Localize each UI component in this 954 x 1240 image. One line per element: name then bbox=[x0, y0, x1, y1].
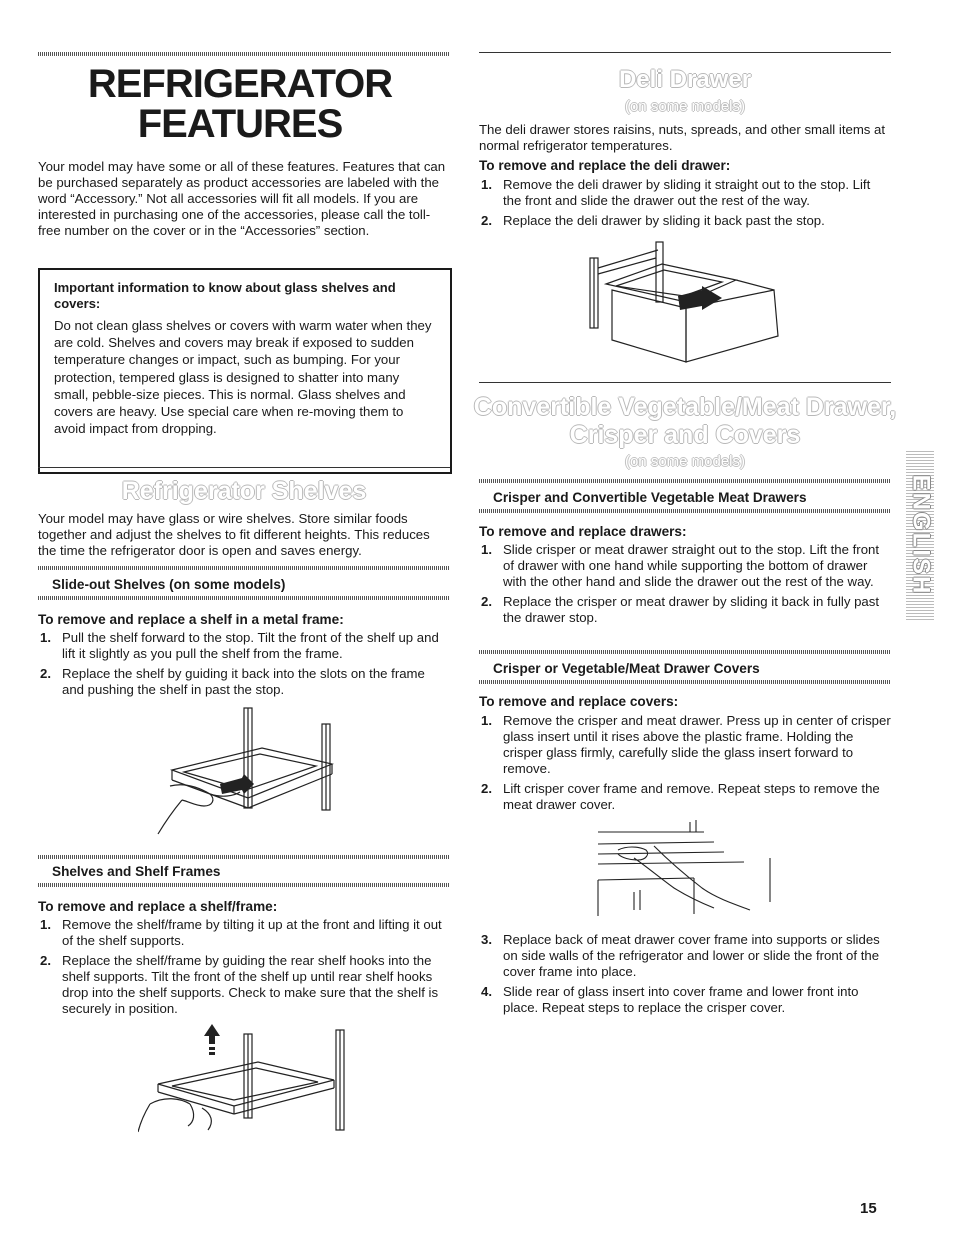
list-item: 2. Replace the crisper or meat drawer by sliding it back in fully past the drawer stop. bbox=[481, 594, 880, 625]
list-item: 4. Slide rear of glass insert into cover frame and lower front into place. Repeat steps to replace the crisper cover. bbox=[481, 984, 859, 1015]
glass-warning-box bbox=[38, 268, 452, 474]
drawers-title: Crisper and Convertible Vegetable Meat Drawers bbox=[493, 490, 807, 505]
deli-steps bbox=[479, 177, 891, 233]
slideout-subhead: To remove and replace a shelf in a metal frame: bbox=[38, 612, 344, 627]
deli-intro: The deli drawer stores raisins, nuts, spreads, and other small items at normal refrigerator temperatures. bbox=[479, 122, 886, 153]
shelf-frame-illustration bbox=[138, 1024, 358, 1134]
glass-warning-text: Do not clean glass shelves or covers with warm water when they are cold. Shelves and covers may break if exposed to sudden temperature changes or impact, such as bumping. For your protection, tempered glass is designed to shatter into many small, pebble-size pieces. This is normal. Glass shelves and covers are heavy. Use special care when re-moving them to avoid impact from dropping. bbox=[54, 318, 432, 437]
deli-title: Deli Drawer bbox=[618, 66, 752, 93]
covers-steps-continued bbox=[479, 932, 891, 1020]
drawers-steps bbox=[479, 542, 891, 630]
page-title bbox=[60, 64, 420, 144]
deli-drawer-illustration bbox=[586, 240, 786, 370]
page-number: 15 bbox=[860, 1200, 877, 1217]
deli-rule bbox=[479, 52, 891, 53]
list-item: 1. Remove the crisper and meat drawer. Press up in center of crisper glass insert until it rises above the plastic frame. Holding the crisper glass firmly, carefully slide the glass insert forward to remove. bbox=[481, 713, 891, 776]
language-side-tab-label: ENGLISH bbox=[907, 474, 934, 596]
slideout-shelf-illustration bbox=[150, 702, 340, 842]
frames-rule-top bbox=[38, 855, 450, 859]
page-title-line1: REFRIGERATOR bbox=[87, 62, 393, 106]
page-title-line2: FEATURES bbox=[137, 102, 343, 146]
shelves-section-title: Refrigerator Shelves bbox=[121, 477, 367, 505]
crisper-title-line2: Crisper and Covers bbox=[569, 421, 801, 449]
shelves-intro: Your model may have glass or wire shelves. Store similar foods together and adjust the shelves to fit different heights. This reduces the time the refrigerator door is open and saves energy. bbox=[38, 511, 430, 558]
drawers-rule-top bbox=[479, 479, 891, 483]
shelves-rule bbox=[38, 467, 450, 468]
glass-warning-heading: Important information to know about glass shelves and covers: bbox=[54, 280, 396, 311]
list-item: 1. Pull the shelf forward to the stop. Tilt the front of the shelf up and lift it slightly as you pull the shelf from the frame. bbox=[40, 630, 439, 661]
covers-steps bbox=[479, 713, 891, 817]
slideout-steps bbox=[38, 630, 450, 702]
list-item: 2. Replace the shelf/frame by guiding the rear shelf hooks into the shelf supports. Tilt the front of the shelf up until rear shelf hooks drop into the shelf supports. Check to make sure that the shelf is securely in position. bbox=[40, 953, 439, 1016]
list-item: 3. Replace back of meat drawer cover frame into supports or slides on side walls of the refrigerator and lower or slide the front of the cover frame into place. bbox=[481, 932, 880, 979]
frames-subhead: To remove and replace a shelf/frame: bbox=[38, 899, 278, 914]
frames-rule-bottom bbox=[38, 883, 450, 887]
frames-steps bbox=[38, 917, 450, 1021]
covers-title: Crisper or Vegetable/Meat Drawer Covers bbox=[493, 661, 760, 676]
list-item: 1. Remove the deli drawer by sliding it straight out to the stop. Lift the front and slide the drawer out the rest of the way. bbox=[481, 177, 871, 208]
drawers-rule-bottom bbox=[479, 509, 891, 513]
language-side-tab-label-wrap bbox=[906, 450, 934, 620]
crisper-rule bbox=[479, 382, 891, 383]
intro-text: Your model may have some or all of these features. Features that can be purchased separately as product accessories are labeled with the word “Accessory.” Not all accessories will fit all models. If you are interested in purchasing one of the accessories, please call the toll-free number on the cover or in the “Accessories” section. bbox=[38, 159, 446, 238]
covers-rule-bottom bbox=[479, 680, 891, 684]
list-item: 2. Replace the shelf by guiding it back into the slots on the frame and pushing the shelf in past the stop. bbox=[40, 666, 425, 697]
crisper-subtitle: (on some models) bbox=[624, 453, 746, 470]
top-rule-left bbox=[38, 52, 450, 56]
list-item: 1. Slide crisper or meat drawer straight out to the stop. Lift the front of drawer with one hand while supporting the bottom of drawer with the other hand and slide the drawer out the rest of the way. bbox=[481, 542, 880, 589]
slideout-rule-bottom bbox=[38, 596, 450, 600]
list-item: 1. Remove the shelf/frame by tilting it up at the front and lifting it out of the shelf supports. bbox=[40, 917, 442, 948]
crisper-cover-illustration bbox=[594, 818, 784, 918]
covers-subhead: To remove and replace covers: bbox=[479, 694, 679, 709]
slideout-title: Slide-out Shelves (on some models) bbox=[52, 577, 286, 592]
deli-subtitle: (on some models) bbox=[624, 98, 746, 115]
covers-rule-top bbox=[479, 650, 891, 654]
crisper-title-line1: Convertible Vegetable/Meat Drawer, bbox=[473, 393, 897, 421]
drawers-subhead: To remove and replace drawers: bbox=[479, 524, 687, 539]
frames-title: Shelves and Shelf Frames bbox=[52, 864, 221, 879]
list-item: 2. Replace the deli drawer by sliding it back past the stop. bbox=[481, 213, 825, 228]
list-item: 2. Lift crisper cover frame and remove. Repeat steps to remove the meat drawer cover. bbox=[481, 781, 880, 812]
deli-subhead: To remove and replace the deli drawer: bbox=[479, 158, 731, 173]
slideout-rule-top bbox=[38, 566, 450, 570]
